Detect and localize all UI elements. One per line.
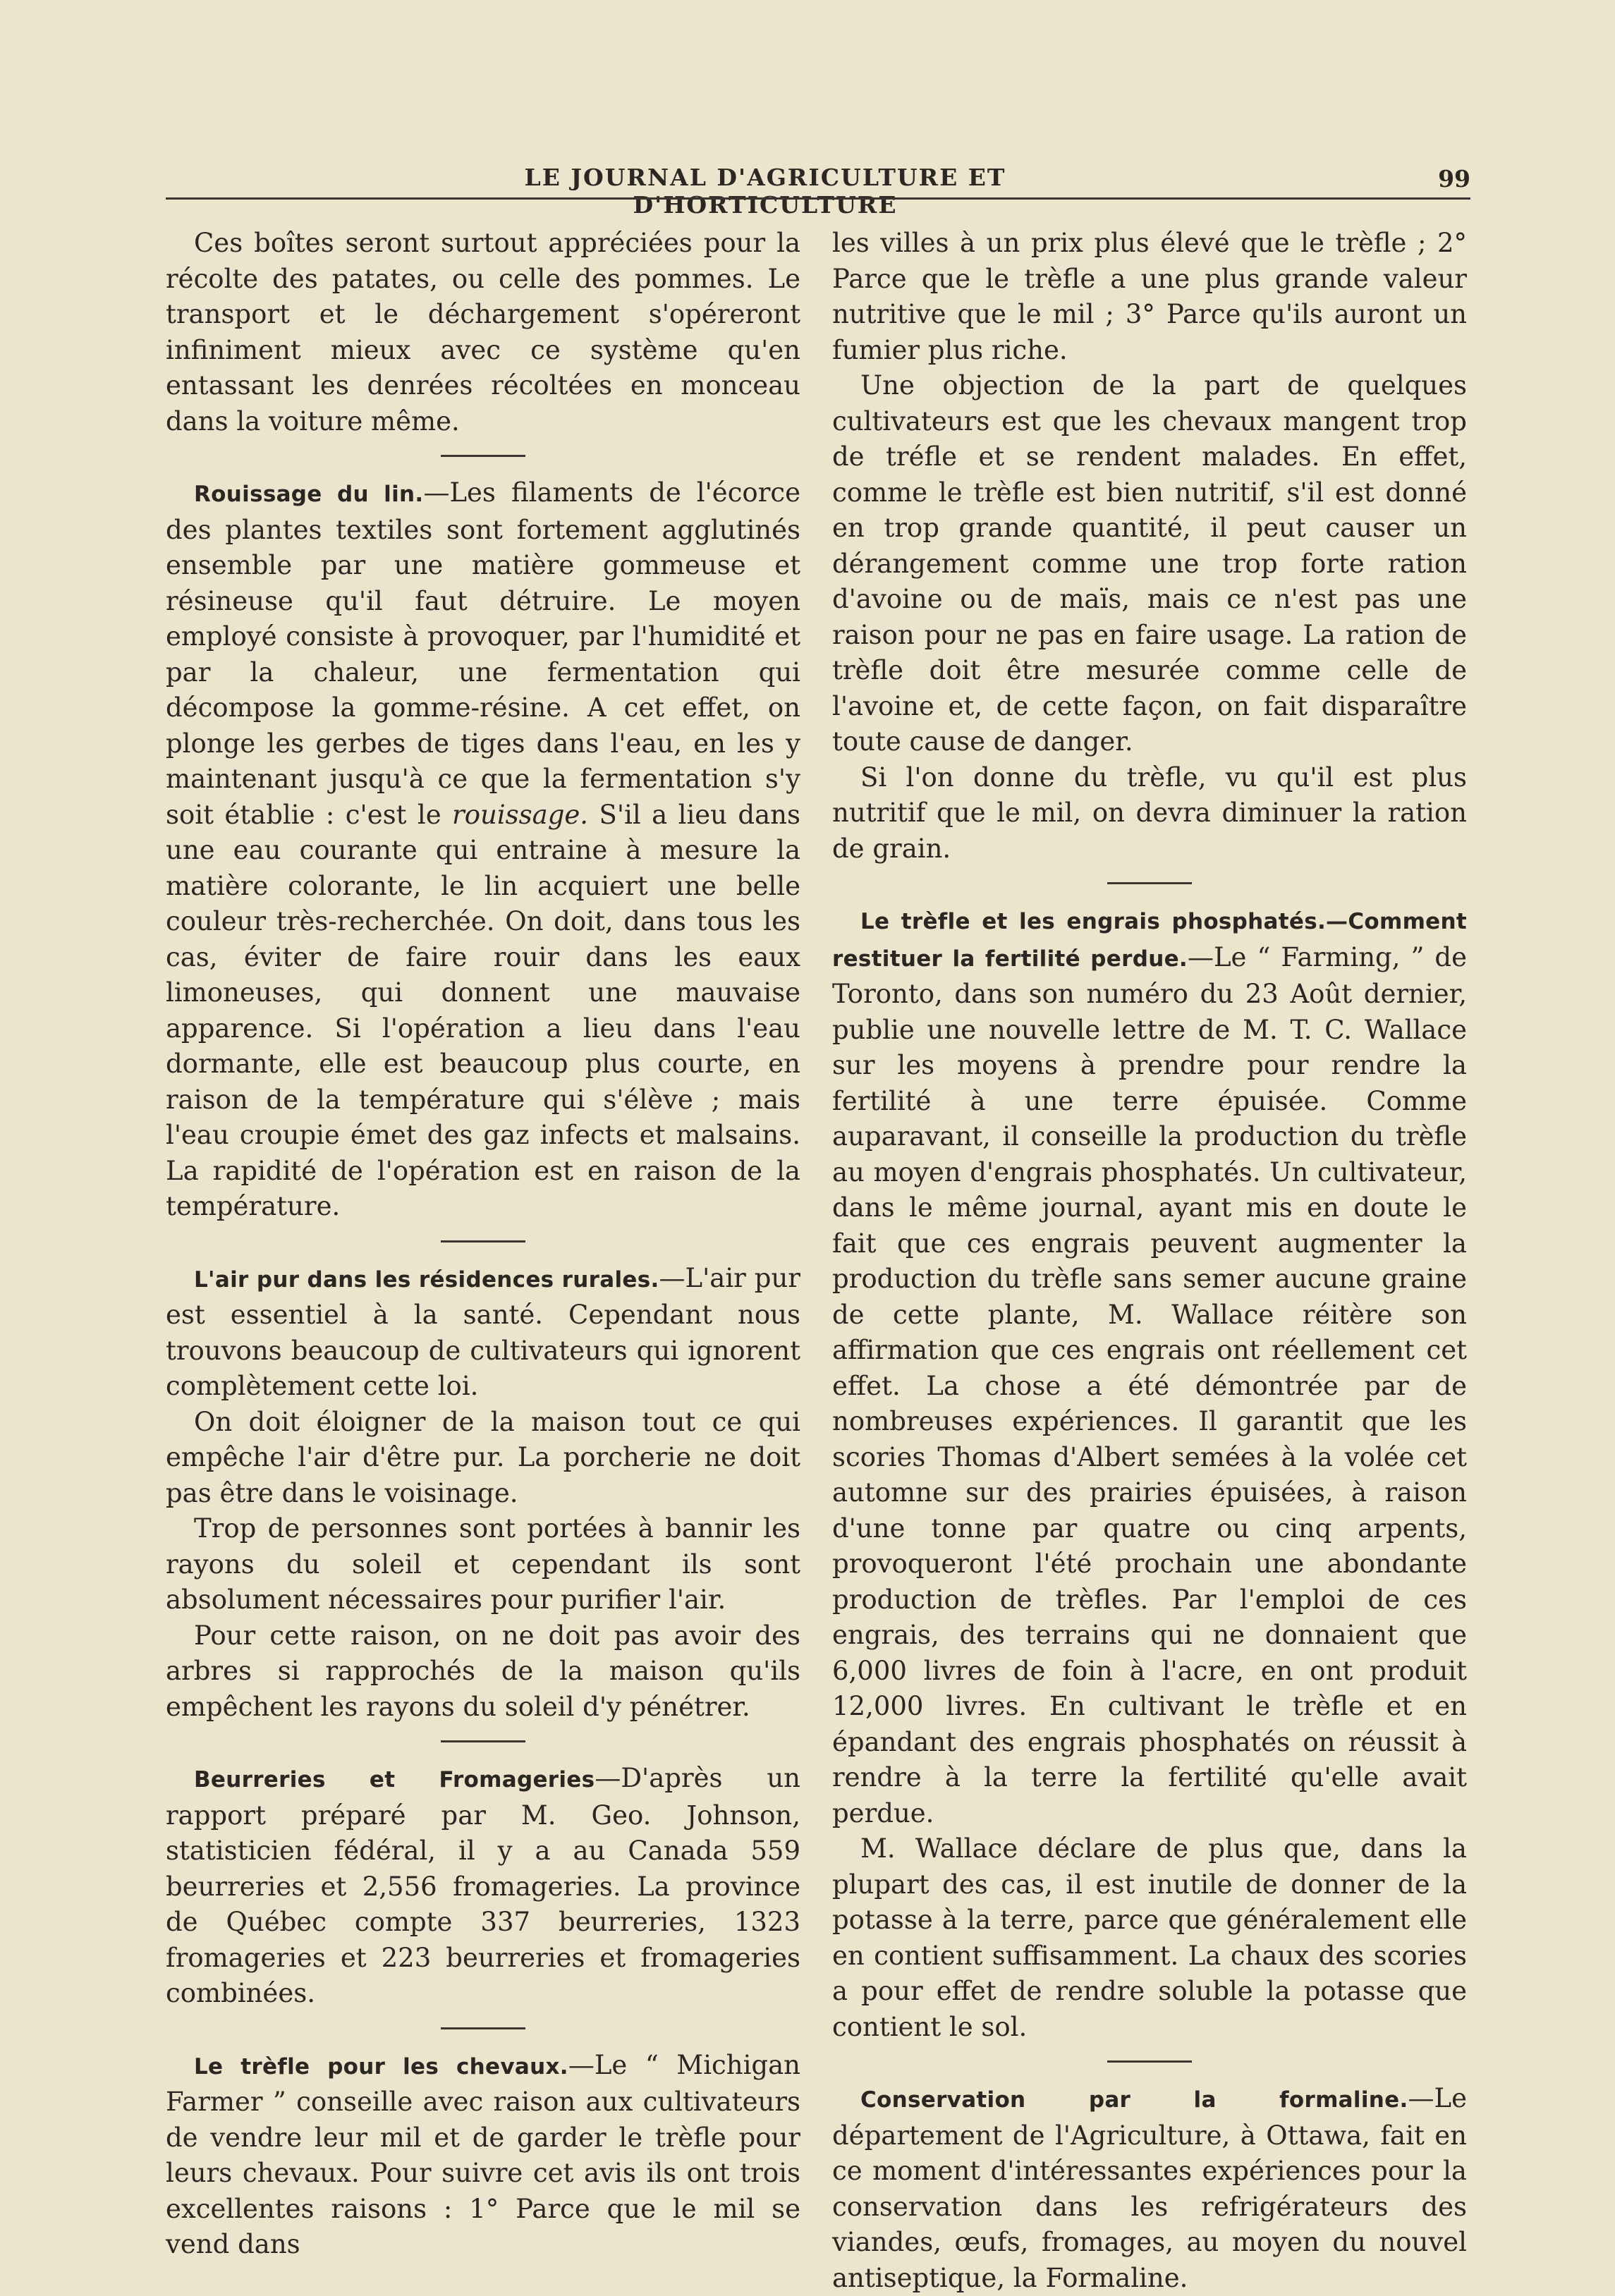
section-divider [441,455,525,457]
paragraph: Une objection de la part de quelques cultivateurs est que les chevaux mangent trop de tréfle et se rendent malades. En effet, comme le trèfle est bien nutritif, s'il est donné en trop grande quantité, il peut causer un dérangement comme une trop forte ration d'avoine ou de maïs, mais ce n'est pas une raison pour ne pas en faire usage. La ration de trèfle doit être mesurée comme celle de l'avoine et, de cette façon, on fait disparaître toute cause de danger. [832,370,1467,757]
article-heading: Conservation par la formaline. [860,2087,1408,2113]
article-formaline [832,2081,1467,2296]
left-column [166,226,800,2263]
section-divider [441,2027,525,2029]
section-divider [1107,2060,1192,2063]
continuation-paragraph: les villes à un prix plus élevé que le trèfle ; 2° Parce que le trèfle a une plus grande valeur nutritive que le mil ; 3° Parce qu'ils auront un fumier plus riche. [832,228,1467,365]
article-heading: Rouissage du lin. [194,482,424,507]
article-heading: Le trèfle pour les chevaux. [194,2053,568,2080]
paragraph: Si l'on donne du trèfle, vu qu'il est plus nutritif que le mil, on devra diminuer la ration de grain. [832,762,1467,864]
section-divider [441,1740,525,1742]
section-divider [441,1240,525,1242]
article-heading: Le trèfle et les engrais phosphatés.—Comment restituer la fertilité perdue. [832,909,1467,972]
right-column [832,226,1467,2296]
article-body: —D'après un rapport préparé par M. Geo. Johnson, statisticien fédéral, il y a au Canada 559 beurreries et 2,556 fromageries. La province de Québec compte 337 beurreries, 1323 fromageries et 223 beurreries et fromageries combinées. [166,1763,801,2008]
intro-paragraph: Ces boîtes seront surtout appréciées pour la récolte des patates, ou celle des pommes. Le transport et le déchargement s'opéreront infiniment mieux avec ce système qu'en entassant les denrées récoltées en monceau dans la voiture même. [166,228,800,436]
paragraph: On doit éloigner de la maison tout ce qui empêche l'air d'être pur. La porcherie ne doit pas être dans le voisinage. [166,1406,800,1508]
article-body: —Le département de l'Agriculture, à Ottawa, fait en ce moment d'intéressantes expériences pour la conservation dans les refrigérateurs des viandes, œufs, fromages, au moyen du nouvel antiseptique, la Formaline. [832,2083,1467,2293]
journal-title: LE JOURNAL D'AGRICULTURE ET D'HORTICULTURE [524,164,1006,219]
page-number: 99 [1438,165,1470,193]
article-body: —Les filaments de l'écorce des plantes textiles sont fortement agglutinés ensemble par une matière gommeuse et résineuse qu'il faut détruire. Le moyen employé consiste à provoquer, par l'humidité et par la chaleur, une fermentation qui décompose la gomme-résine. A cet effet, on plonge les gerbes de tiges dans l'eau, en les y maintenant jusqu'à ce que la fermentation s'y soit établie : c'est le [166,477,801,830]
article-body: —Le “ Michigan Farmer ” conseille avec raison aux cultivateurs de vendre leur mil et de garder le trèfle pour leurs chevaux. Pour suivre cet avis ils ont trois excellentes raisons : 1° Parce que le mil se vend dans [166,2049,800,2259]
running-header [166,164,1470,219]
article-heading: L'air pur dans les résidences rurales. [194,1266,659,1293]
paragraph: M. Wallace déclare de plus que, dans la plupart des cas, il est inutile de donner de la potasse à la terre, parce que généralement elle en contient suffisamment. La chaux des scories a pour effet de rendre soluble la potasse que contient le sol. [832,1833,1467,2042]
article-rouissage [166,475,800,1225]
article-emphasis: rouissage. [452,799,589,830]
article-body: S'il a lieu dans une eau courante qui entraine à mesure la matière colorante, le lin acquiert une belle couleur très-recherchée. On doit, dans tous les cas, éviter de faire rouir dans les eaux limoneuses, qui donnent une mauvaise apparence. Si l'opération a lieu dans l'eau dormante, elle est beaucoup plus courte, en raison de la température qui s'élève ; mais l'eau croupie émet des gaz infects et malsains. La rapidité de l'opération est en raison de la température. [166,799,800,1221]
article-body: —L'air pur est essentiel à la santé. Cependant nous trouvons beaucoup de cultivateurs qui ignorent complètement cette loi. [166,1262,800,1401]
paragraph: Trop de personnes sont portées à bannir les rayons du soleil et cependant ils sont absolument nécessaires pour purifier l'air. [166,1513,800,1615]
article-air-pur [166,1261,800,1405]
article-trefle-chevaux [166,2048,800,2263]
article-body: —Le “ Farming, ” de Toronto, dans son numéro du 23 Août dernier, publie une nouvelle lettre de M. T. C. Wallace sur les moyens à prendre pour rendre la fertilité à une terre épuisée. Comme auparavant, il conseille la production du trèfle au moyen d'engrais phosphatés. Un cultivateur, dans le même journal, ayant mis en doute le fait que ces engrais peuvent augmenter la production du trèfle sans semer aucune graine de cette plante, M. Wallace réitère son affirmation que ces engrais ont réellement cet effet. La chose a été démontrée par de nombreuses expériences. Il garantit que les scories Thomas d'Albert semées à la volée cet automne sur des prairies épuisées, à raison d'une tonne par quatre ou cinq arpents, provoqueront l'été prochain une abondante production de trèfles. Par l'emploi de ces engrais, des terrains qui ne donnaient que 6,000 livres de foin à l'acre, en ont produit 12,000 livres. En cultivant le trèfle et en épandant des engrais phosphatés on réussit à rendre à la terre la fertilité qu'elle avait perdue. [832,941,1467,1828]
paragraph: Pour cette raison, on ne doit pas avoir des arbres si rapprochés de la maison qu'ils empêchent les rayons du soleil d'y pénétrer. [166,1620,800,1722]
article-engrais [832,903,1467,1831]
section-divider [1107,882,1192,884]
header-rule [166,197,1470,200]
article-heading: Beurreries et Fromageries [194,1767,595,1793]
article-beurreries [166,1761,800,2012]
